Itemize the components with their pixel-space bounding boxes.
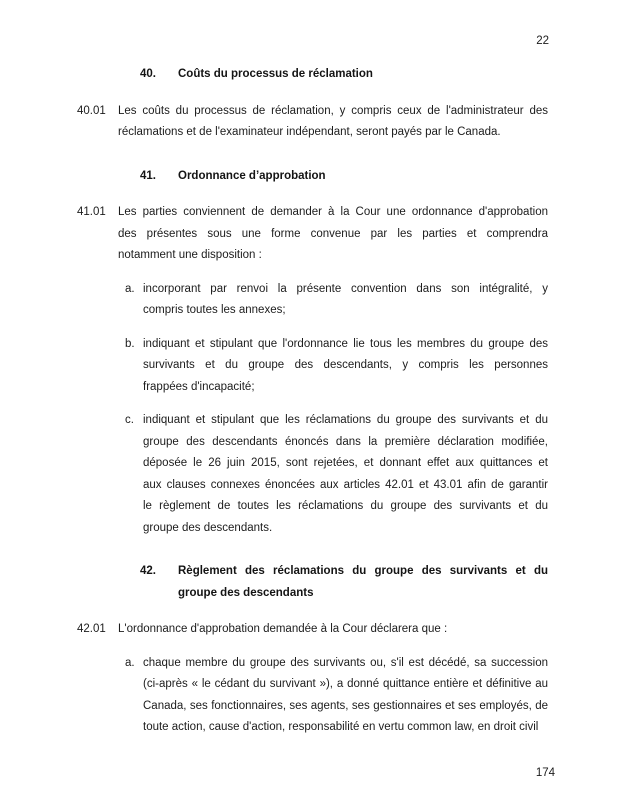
page-number-top: 22 bbox=[536, 35, 549, 47]
paragraph-text: Les parties conviennent de demander à la Cour une ordonnance d'approbation des présentes sous une forme convenue par les parties et comprendra notamment une disposition : bbox=[118, 206, 548, 261]
list-item-a bbox=[125, 279, 624, 322]
list-item-a bbox=[125, 653, 624, 739]
heading-number: 41. bbox=[140, 169, 156, 182]
heading-number: 42. bbox=[140, 565, 156, 577]
paragraph-text: L'ordonnance d'approbation demandée à la Cour déclarera que : bbox=[118, 623, 448, 635]
heading-number: 40. bbox=[140, 68, 156, 80]
paragraph-40-01 bbox=[77, 101, 624, 144]
item-text: indiquant et stipulant que les réclamations du groupe des survivants et du groupe des descendants énoncés dans la première déclaration modifiée, déposée le 26 juin 2015, sont rejetées, et donnant effet aux quittances et aux clauses connexes énoncées aux articles 42.01 et 43.01 afin de garantir le règlement de toutes les réclamations du groupe des survivants et du groupe des descendants. bbox=[143, 414, 548, 534]
item-text: incorporant par renvoi la présente convention dans son intégralité, y compris toutes les annexes; bbox=[143, 282, 548, 316]
item-letter: a. bbox=[125, 282, 135, 295]
document-body bbox=[0, 64, 624, 739]
paragraph-label: 41.01 bbox=[77, 206, 106, 218]
section-heading-40 bbox=[140, 64, 624, 86]
section-heading-42 bbox=[140, 561, 624, 604]
list-item-c bbox=[125, 410, 624, 539]
heading-title: Coûts du processus de réclamation bbox=[178, 68, 373, 80]
paragraph-label: 40.01 bbox=[77, 104, 106, 117]
list-item-b bbox=[125, 334, 624, 399]
page-number-bottom: 174 bbox=[535, 767, 555, 779]
heading-title: Ordonnance d’approbation bbox=[178, 169, 326, 182]
item-letter: b. bbox=[125, 337, 135, 350]
item-letter: a. bbox=[125, 656, 135, 669]
paragraph-text: Les coûts du processus de réclamation, y compris ceux de l'administrateur des réclamations et de l'examinateur indépendant, seront payés par le Canada. bbox=[118, 104, 548, 138]
paragraph-41-01 bbox=[77, 202, 624, 267]
heading-title: Règlement des réclamations du groupe des survivants et du groupe des descendants bbox=[178, 565, 548, 599]
section-heading-41 bbox=[140, 166, 624, 188]
paragraph-42-01 bbox=[77, 619, 624, 641]
paragraph-label: 42.01 bbox=[77, 623, 106, 635]
item-text: chaque membre du groupe des survivants ou, s'il est décédé, sa succession (ci-après « le cédant du survivant »), a donné quittance entière et définitive au Canada, ses fonctionnaires, ses agents, ses gestionnaires et ses employés, de toute action, cause d'action, responsabilité en vertu common law, en droit civil bbox=[143, 656, 548, 733]
item-text: indiquant et stipulant que l'ordonnance lie tous les membres du groupe des survivants et du groupe des descendants, y compris les personnes frappées d'incapacité; bbox=[143, 337, 548, 393]
item-letter: c. bbox=[125, 414, 134, 426]
